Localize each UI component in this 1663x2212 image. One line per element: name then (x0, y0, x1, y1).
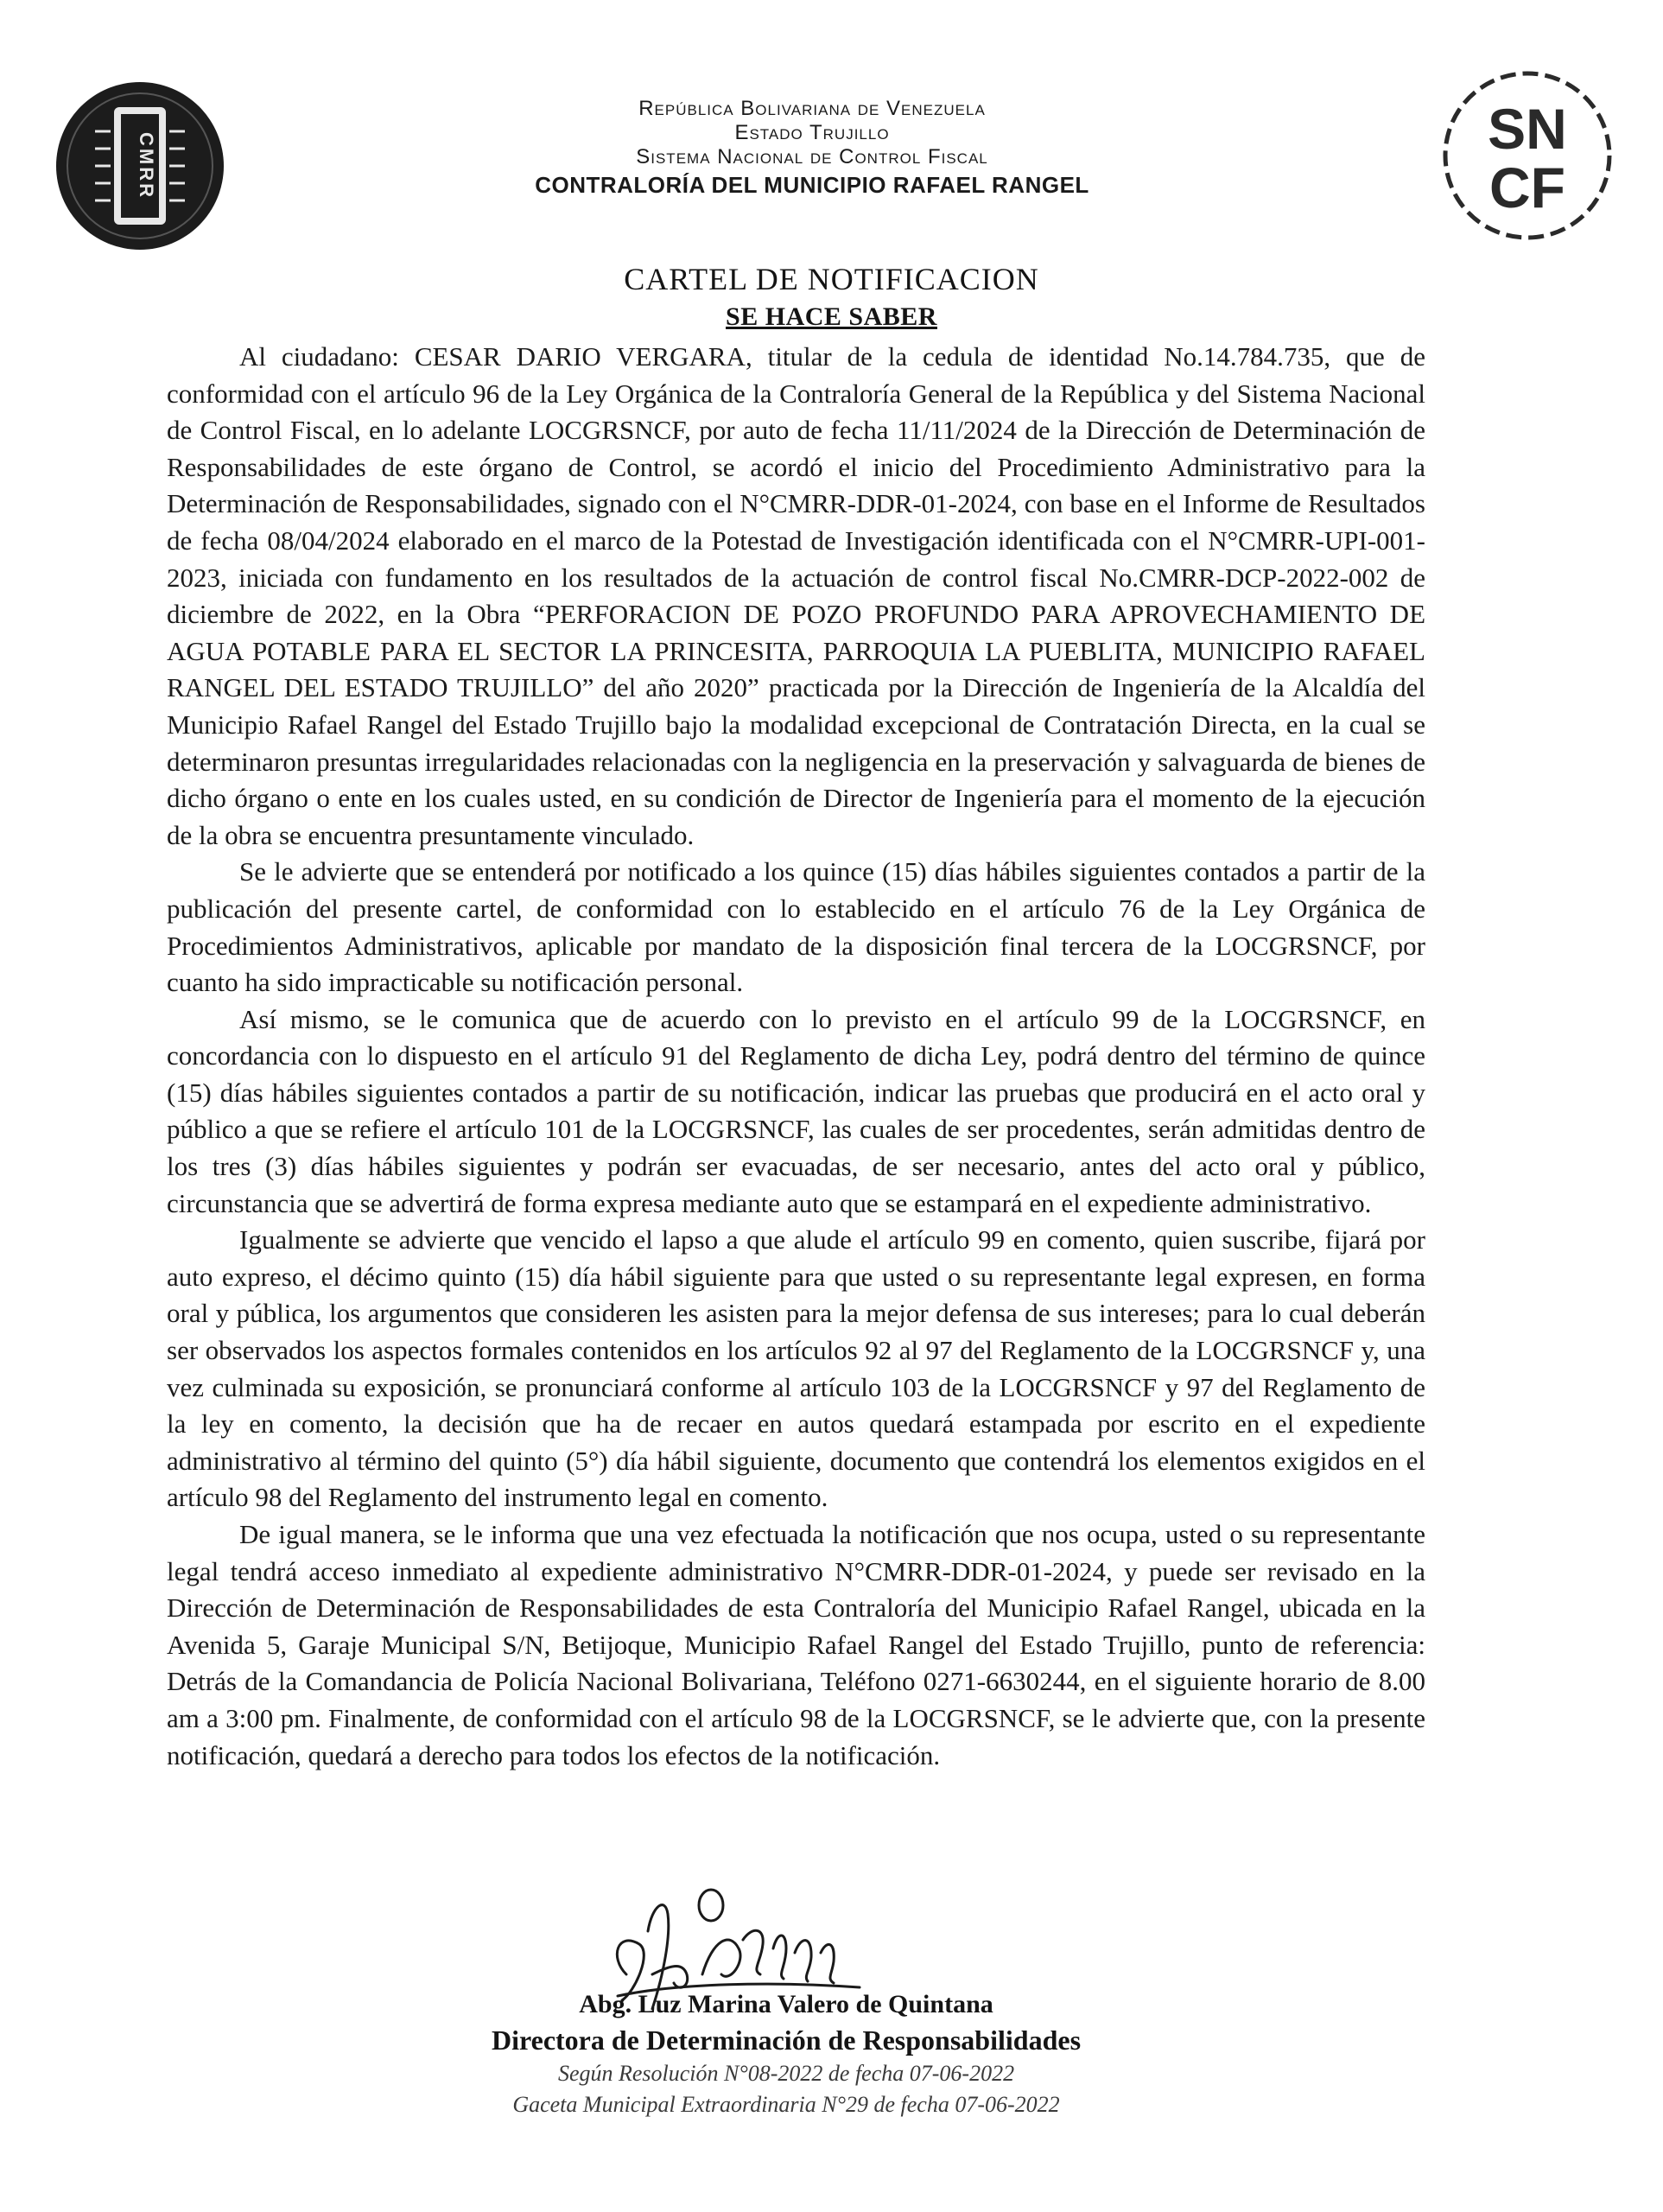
signature-block (432, 1987, 1140, 2120)
sncf-logo (1441, 69, 1614, 242)
paragraph-intro: Al ciudadano: CESAR DARIO VERGARA, titular de la cedula de identidad No.14.784.735, que de conformidad con el artículo 96 de la Ley Orgánica de la Contraloría General de la República y del Sistema Nacional de Control Fiscal, en lo adelante LOCGRSNCF, por auto de fecha 11/11/2024 de la Dirección de Determinación de Responsabilidades de este órgano de Control, se acordó el inicio del Procedimiento Administrativo para la Determinación de Responsabilidades, signado con el N°CMRR-DDR-01-2024, con base en el Informe de Resultados de fecha 08/04/2024 elaborado en el marco de la Potestad de Investigación identificada con el N°CMRR-UPI-001-2023, iniciada con fundamento en los resultados de la actuación de control fiscal No.CMRR-DCP-2022-002 de diciembre de 2022, en la Obra “PERFORACION DE POZO PROFUNDO PARA APROVECHAMIENTO DE AGUA POTABLE PARA EL SECTOR LA PRINCESITA, PARROQUIA LA PUEBLITA, MUNICIPIO RAFAEL RANGEL DEL ESTADO TRUJILLO” del año 2020” practicada por la Dirección de Ingeniería de la Alcaldía del Municipio Rafael Rangel del Estado Trujillo bajo la modalidad excepcional de Contratación Directa, en la cual se determinaron presuntas irregularidades relacionadas con la negligencia en la preservación y salvaguarda de bienes de dicho órgano o ente en los cuales usted, en su condición de Director de Ingeniería para el momento de la ejecución de la obra se encuentra presuntamente vinculado. (167, 341, 1425, 850)
document-subtitle: SE HACE SABER (726, 302, 937, 331)
document-body (167, 339, 1425, 1774)
letterhead-state: Estado Trujillo (734, 121, 890, 144)
document-title: CARTEL DE NOTIFICACION (624, 262, 1039, 296)
letterhead-organization: CONTRALORÍA DEL MUNICIPIO RAFAEL RANGEL (535, 172, 1089, 198)
svg-text:CMRR: CMRR (136, 132, 157, 200)
letterhead-country: República Bolivariana de Venezuela (638, 97, 986, 120)
cmrr-logo (54, 79, 226, 252)
paragraph-hearing: Igualmente se advierte que vencido el lapso a que alude el artículo 99 en comento, quien suscribe, fijará por auto expreso, el décimo quinto (15) día hábil siguiente para que usted o su representante legal expresen, en forma oral y pública, los argumentos que consideren les asisten para la mejor defensa de sus intereses; para lo cual deberán ser observados los aspectos formales contenidos en los artículos 92 al 97 del Reglamento de la LOCGRSNCF y, una vez culminada su exposición, se pronunciará conforme al artículo 103 de la LOCGRSNCF y 97 del Reglamento de la ley en comento, la decisión que ha de recaer en autos quedará estampada por escrito en el expediente administrativo al término del quinto (5°) día hábil siguiente, documento que contendrá los elementos exigidos en el artículo 98 del Reglamento del instrumento legal en comento. (167, 1224, 1425, 1513)
paragraph-notice: Se le advierte que se entenderá por notificado a los quince (15) días hábiles siguientes contados a partir de la publicación del presente cartel, de conformidad con lo establecido en el artículo 76 de la Ley Orgánica de Procedimientos Administrativos, aplicable por mandato de la disposición final tercera de la LOCGRSNCF, por cuanto ha sido impracticable su notificación personal. (167, 856, 1425, 998)
svg-text:SN: SN (1488, 97, 1567, 161)
signatory-gazette: Gaceta Municipal Extraordinaria N°29 de fecha 07-06-2022 (512, 2092, 1060, 2117)
paragraph-access: De igual manera, se le informa que una vez efectuada la notificación que nos ocupa, usted o su representante legal tendrá acceso inmediato al expediente administrativo N°CMRR-DDR-01-2024, y puede ser revisado en la Dirección de Determinación de Responsabilidades de esta Contraloría del Municipio Rafael Rangel, ubicada en la Avenida 5, Garaje Municipal S/N, Betijoque, Municipio Rafael Rangel del Estado Trujillo, punto de referencia: Detrás de la Comandancia de Policía Nacional Bolivariana, Teléfono 0271-6630244, en el siguiente horario de 8.00 am a 3:00 pm. Finalmente, de conformidad con el artículo 98 de la LOCGRSNCF, se le advierte que, con la presente notificación, quedará a derecho para todos los efectos de la notificación. (167, 1519, 1425, 1770)
signatory-role: Directora de Determinación de Responsabilidades (491, 2024, 1082, 2056)
svg-text:CF: CF (1489, 156, 1565, 219)
letterhead-system: Sistema Nacional de Control Fiscal (636, 145, 988, 168)
letterhead (380, 97, 1244, 199)
signatory-name: Abg. Luz Marina Valero de Quintana (579, 1990, 993, 2018)
signatory-resolution: Según Resolución N°08-2022 de fecha 07-06-2022 (557, 2061, 1015, 2086)
paragraph-evidence: Así mismo, se le comunica que de acuerdo con lo previsto en el artículo 99 de la LOCGRSNCF, en concordancia con lo dispuesto en el artículo 91 del Reglamento de dicha Ley, podrá dentro del término de quince (15) días hábiles siguientes contados a partir de su notificación, indicar las pruebas que producirá en el acto oral y público a que se refiere el artículo 101 de la LOCGRSNCF, las cuales de ser procedentes, serán admitidas dentro de los tres (3) días hábiles siguientes y podrán ser evacuadas, de ser necesario, antes del acto oral y público, circunstancia que se advertirá de forma expresa mediante auto que se estampará en el expediente administrativo. (167, 1003, 1425, 1218)
